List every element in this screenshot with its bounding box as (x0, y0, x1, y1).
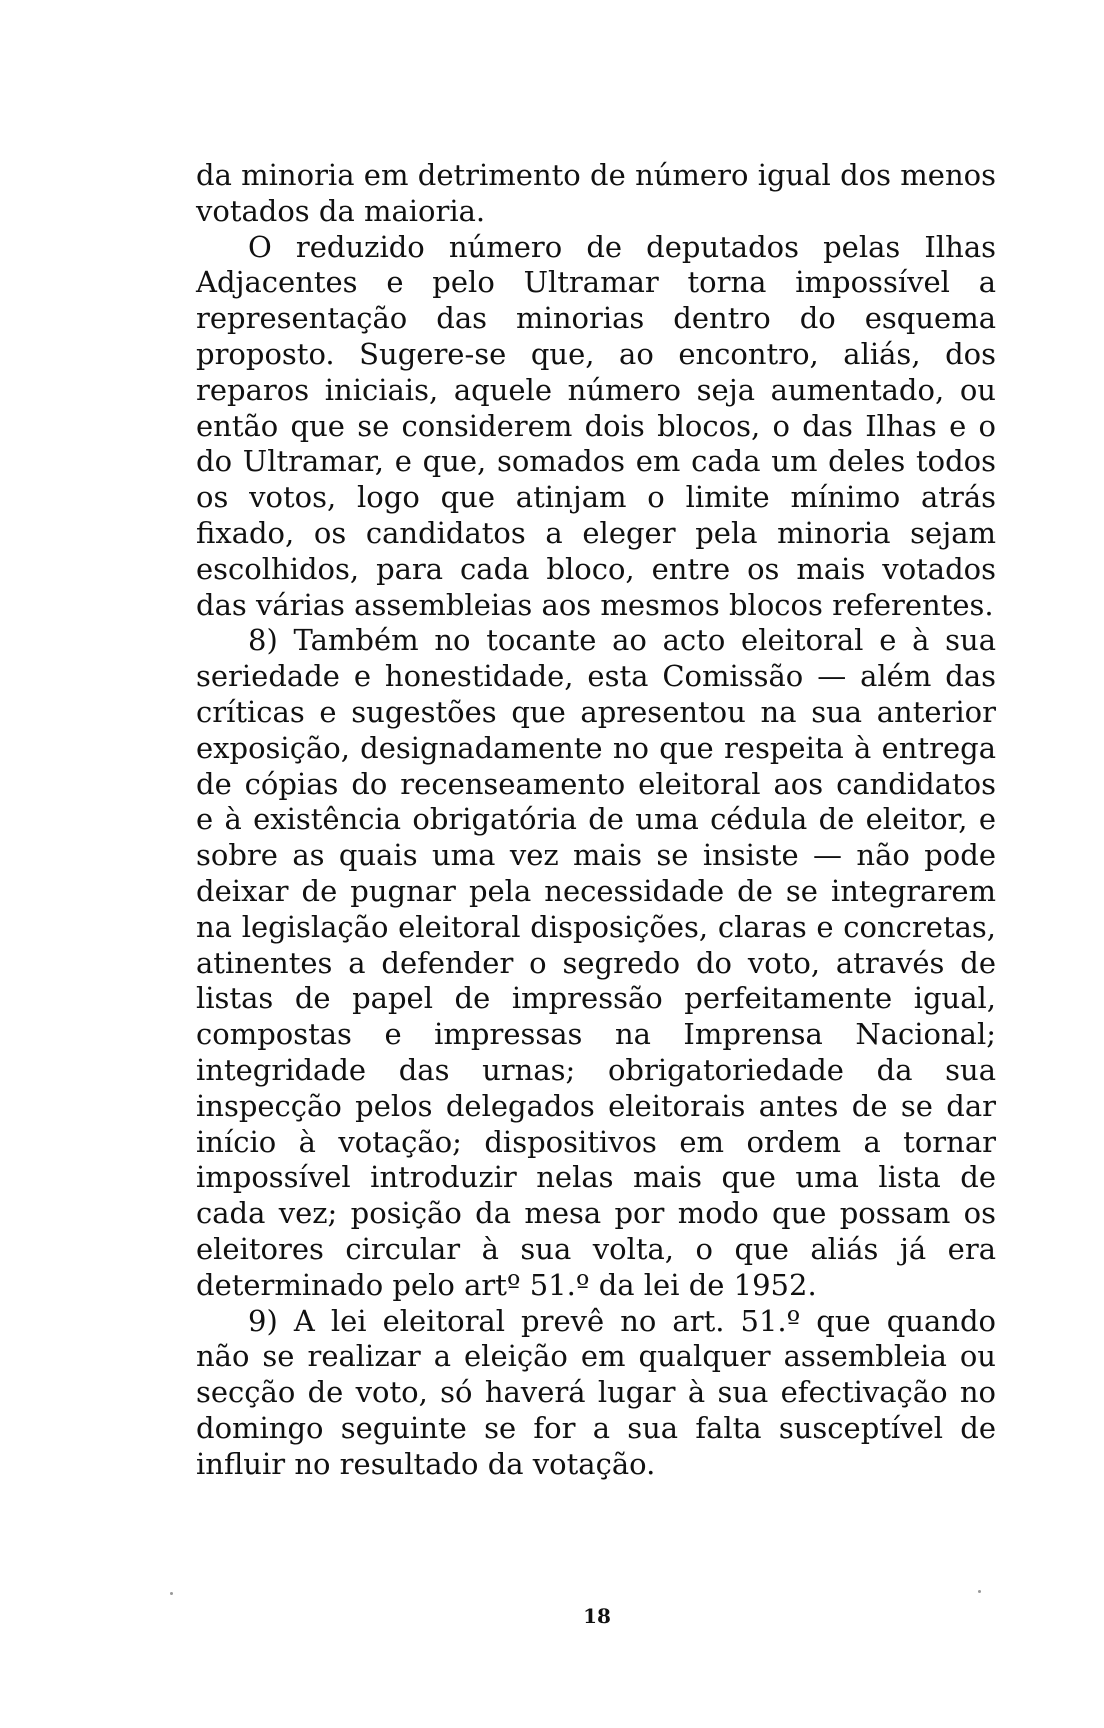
body-text (196, 158, 996, 1482)
paragraph-1: da minoria em detrimento de número igual dos menos votados da maioria. (196, 158, 996, 228)
paragraph-4-item-9: 9) A lei eleitoral prevê no art. 51.º que quando não se realizar a eleição em qualquer assembleia ou secção de voto, só haverá lugar à sua efectivação no domingo seguinte se for a sua falta susceptível de influir no resultado da votação. (196, 1303, 996, 1481)
scan-speck (170, 1592, 173, 1595)
paragraph-2: O reduzido número de deputados pelas Ilhas Adjacentes e pelo Ultramar torna impossível a representação das minorias dentro do esquema proposto. Sugere-se que, ao encontro, aliás, dos reparos iniciais, aquele número seja aumentado, ou então que se considerem dois blocos, o das Ilhas e o do Ultramar, e que, somados em cada um deles todos os votos, logo que atinjam o limite mínimo atrás fixado, os candidatos a eleger pela minoria sejam escolhidos, para cada bloco, entre os mais votados das várias assembleias aos mesmos blocos referentes. (196, 229, 996, 622)
scan-speck (978, 1590, 981, 1593)
paragraph-3-item-8: 8) Também no tocante ao acto eleitoral e à sua seriedade e honestidade, esta Comissão — além das críticas e sugestões que apresentou na sua anterior exposição, designadamente no que respeita à entrega de cópias do recenseamento eleitoral aos candidatos e à existência obrigatória de uma cédula de eleitor, e sobre as quais uma vez mais se insiste — não pode deixar de pugnar pela necessidade de se integrarem na legislação eleitoral disposições, claras e concretas, atinentes a defender o segredo do voto, através de listas de papel de impressão perfeitamente igual, compostas e impressas na Imprensa Nacional; integridade das urnas; obrigatoriedade da sua inspecção pelos delegados eleitorais antes de se dar início à votação; dispositivos em ordem a tornar impossível introduzir nelas mais que uma lista de cada vez; posição da mesa por modo que possam os eleitores circular à sua volta, o que aliás já era determinado pelo artº 51.º da lei de 1952. (196, 623, 996, 1302)
page-number: 18 (583, 1604, 611, 1628)
